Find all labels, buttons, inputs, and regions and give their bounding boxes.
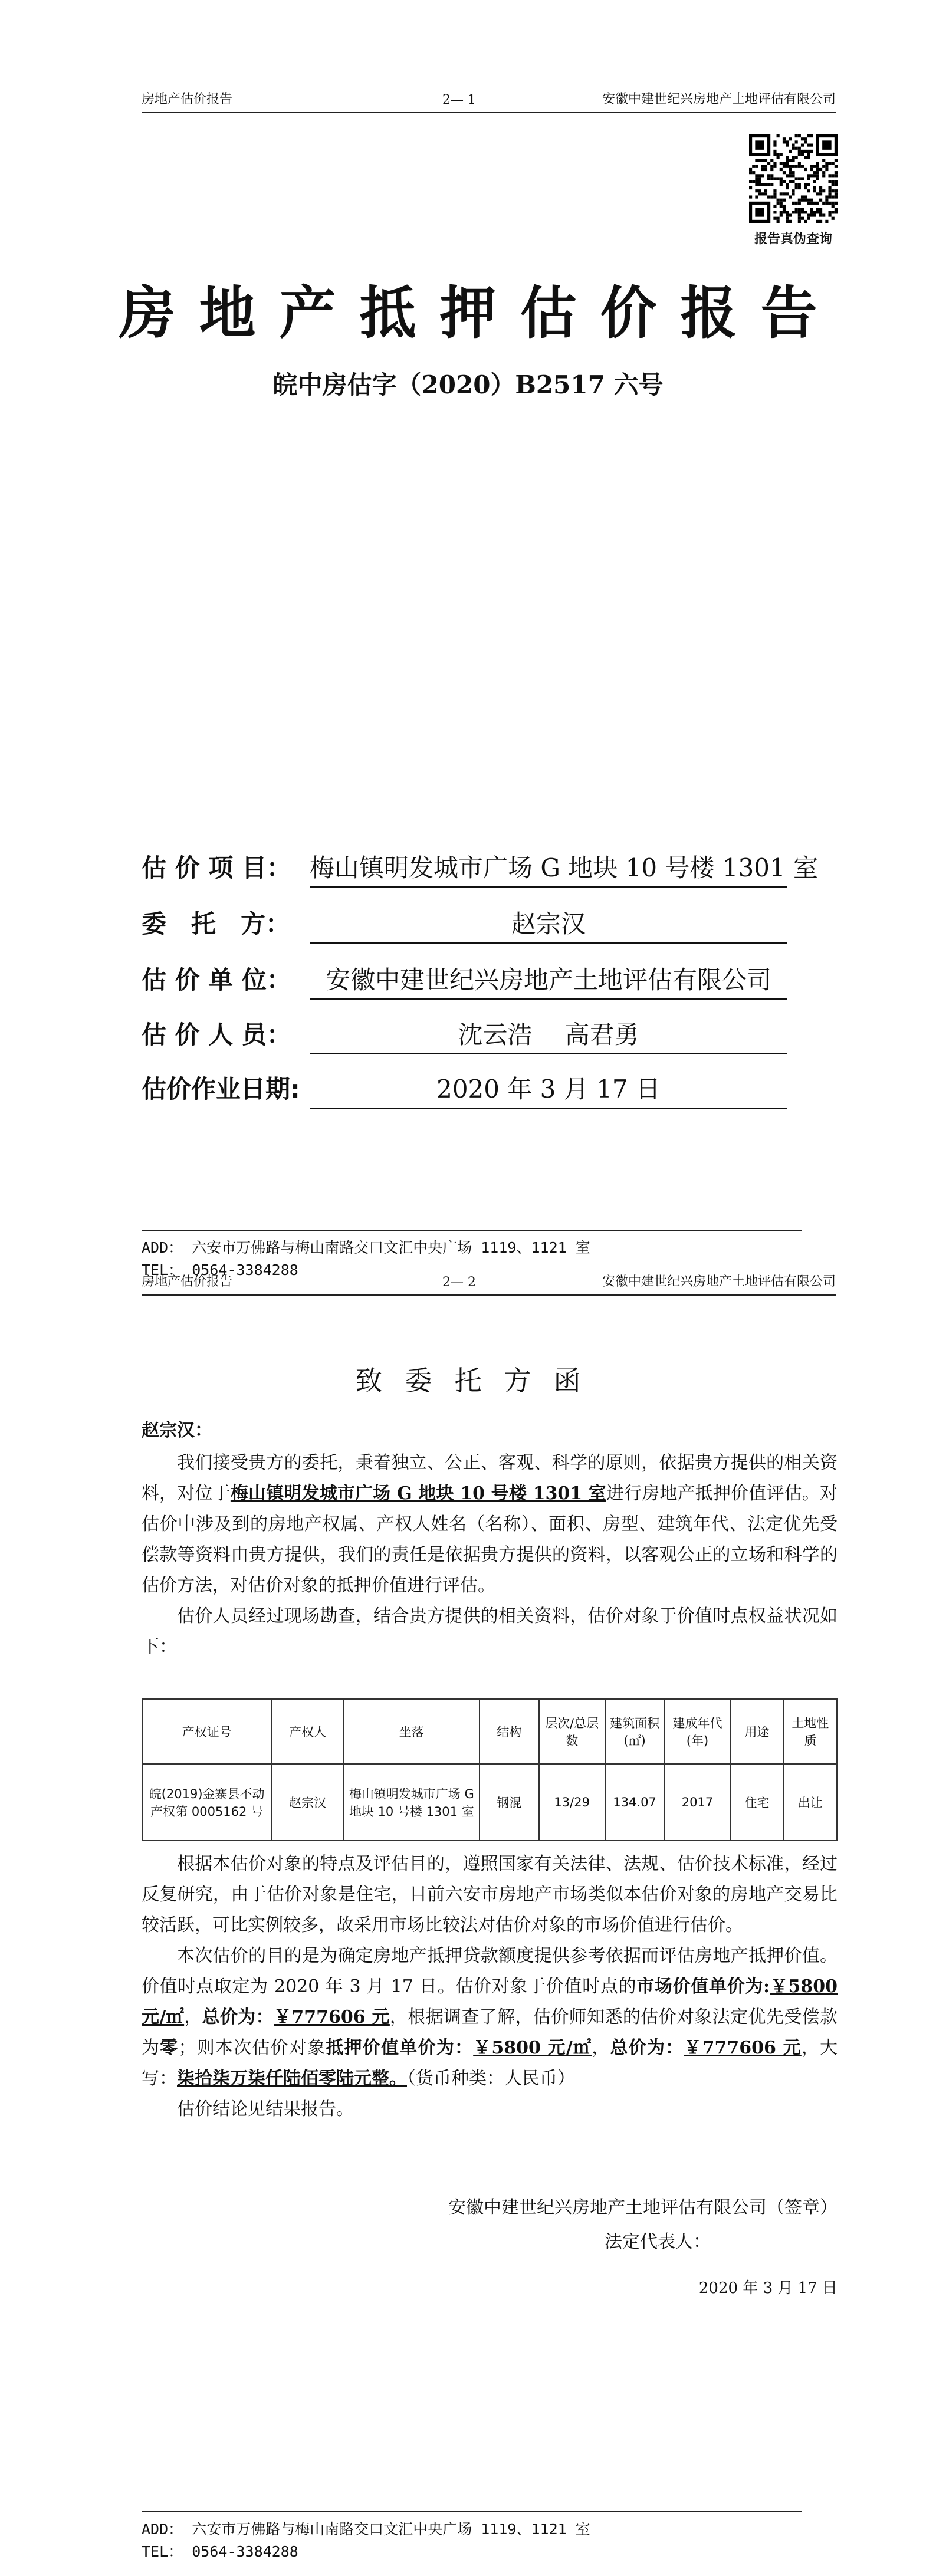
property-rights-table bbox=[142, 1698, 838, 1841]
p4-label-mortgage-total: 总价为： bbox=[610, 2038, 684, 2058]
currency-note: （货币种类：人民币） bbox=[407, 2068, 575, 2089]
cell-cert-no: 皖(2019)金寨县不动产权第 0005162 号 bbox=[142, 1764, 271, 1841]
signature-block bbox=[142, 2191, 838, 2305]
header-page-number: 2— 2 bbox=[442, 1275, 476, 1290]
header-doc-type: 房地产估价报告 bbox=[142, 92, 233, 107]
sign-representative: 法定代表人： bbox=[605, 2232, 711, 2252]
p4-label-market-unit: 市场价值单价为: bbox=[636, 1976, 770, 1997]
cell-land-type: 出让 bbox=[784, 1764, 837, 1841]
p4-text-e: ；则本次估价对象 bbox=[178, 2038, 326, 2058]
cell-location: 梅山镇明发城市广场 G 地块 10 号楼 1301 室 bbox=[344, 1764, 480, 1841]
p1-text-b: 进行房地产抵押价值评估。对估价中涉及到的房地产权属、产权人姓名（名称）、面积、房型、建筑年代、法定优先受偿款等资料由贵方提供，我们的责任是依据贵方提供的资料，以客观公正的立场和科学的估价方法，对估价对象的抵押价值进行评估。 bbox=[142, 1483, 838, 1596]
qr-caption: 报告真伪查询 bbox=[754, 232, 832, 247]
property-address: 梅山镇明发城市广场 G 地块 10 号楼 1301 室 bbox=[230, 1483, 606, 1504]
p4-text-a: 本次估价的目的是为确定房地产抵押贷款额度提供参考依据而评估房地产抵押价值。价值时点取定为 2020 年 3 月 17 日。估价对象于价值时点的 bbox=[142, 1946, 838, 1997]
cell-owner: 赵宗汉 bbox=[271, 1764, 344, 1841]
paragraph-5: 估价结论见结果报告。 bbox=[177, 2099, 354, 2120]
qr-code-icon[interactable] bbox=[749, 134, 838, 223]
paragraph-3: 根据本估价对象的特点及评估目的，遵照国家有关法律、法规、估价技术标准，经过反复研究，由于估价对象是住宅，目前六安市房地产市场类似本估价对象的房地产交易比较活跃，可比实例较多，故采用市场比较法对估价对象的市场价值进行估价。 bbox=[142, 1854, 838, 1936]
cell-year: 2017 bbox=[665, 1764, 731, 1841]
info-row-project bbox=[142, 852, 818, 888]
letter-body-2 bbox=[142, 1849, 838, 2125]
cell-usage: 住宅 bbox=[730, 1764, 783, 1841]
priority-claim-value: 零 bbox=[160, 2038, 179, 2058]
page-header bbox=[142, 1271, 836, 1296]
col-location: 坐落 bbox=[344, 1699, 480, 1764]
cell-area: 134.07 bbox=[605, 1764, 665, 1841]
mortgage-total-price: ￥777606 元 bbox=[684, 2038, 802, 2058]
p4-text-g: ，大写： bbox=[142, 2038, 838, 2089]
letter-salutation bbox=[142, 1415, 838, 1446]
footer-address: ADD： 六安市万佛路与梅山南路交口文汇中央广场 1119、1121 室 bbox=[142, 2521, 590, 2538]
col-land-type: 土地性质 bbox=[784, 1699, 837, 1764]
paragraph-4 bbox=[142, 1941, 838, 2094]
info-value: 梅山镇明发城市广场 G 地块 10 号楼 1301 室 bbox=[310, 849, 787, 888]
info-label: 估 价 单 位： bbox=[142, 965, 291, 994]
footer-tel: TEL： 0564-3384288 bbox=[142, 1261, 298, 1279]
info-value: 2020 年 3 月 17 日 bbox=[310, 1070, 787, 1109]
market-unit-price: ￥5800 元/㎡ bbox=[142, 1976, 838, 2028]
p4-sep: ， bbox=[592, 2038, 610, 2058]
cover-page bbox=[0, 0, 936, 1286]
info-label: 委 托 方： bbox=[142, 909, 291, 938]
sign-company: 安徽中建世纪兴房地产土地评估有限公司（签章） bbox=[448, 2197, 838, 2218]
report-number: 皖中房估字（2020）B2517 六号 bbox=[272, 370, 664, 399]
col-cert-no: 产权证号 bbox=[142, 1699, 271, 1764]
p1-text-a: 我们接受贵方的委托，秉着独立、公正、客观、科学的原则，依据贵方提供的相关资料，对位于 bbox=[142, 1453, 838, 1504]
cell-structure: 钢混 bbox=[480, 1764, 539, 1841]
footer-tel: TEL： 0564-3384288 bbox=[142, 2543, 298, 2560]
salutation-text: 赵宗汉： bbox=[142, 1420, 212, 1441]
info-label: 估 价 项 目： bbox=[142, 853, 291, 882]
info-value: 沈云浩 高君勇 bbox=[310, 1016, 787, 1054]
col-floor: 层次/总层数 bbox=[539, 1699, 605, 1764]
info-value: 安徽中建世纪兴房地产土地评估有限公司 bbox=[310, 961, 787, 1000]
col-owner: 产权人 bbox=[271, 1699, 344, 1764]
paragraph-2: 估价人员经过现场勘查，结合贵方提供的相关资料，估价对象于价值时点权益状况如下： bbox=[142, 1606, 838, 1657]
report-title: 房地产抵押估价报告 bbox=[119, 280, 841, 346]
table-row bbox=[142, 1764, 837, 1841]
table-header-row bbox=[142, 1699, 837, 1764]
info-row-date bbox=[142, 1073, 814, 1109]
p4-sep: ， bbox=[184, 2007, 202, 2028]
letter-body-1 bbox=[142, 1448, 838, 1662]
page-header bbox=[142, 88, 836, 113]
col-area: 建筑面积(㎡) bbox=[605, 1699, 665, 1764]
header-company: 安徽中建世纪兴房地产土地评估有限公司 bbox=[602, 92, 836, 107]
info-row-appraiser-org bbox=[142, 964, 814, 1000]
info-label: 估 价 人 员： bbox=[142, 1020, 291, 1049]
letter-title: 致委托方函 bbox=[355, 1365, 603, 1397]
header-page-number: 2— 1 bbox=[442, 93, 476, 107]
info-row-appraisers bbox=[142, 1019, 814, 1054]
header-company: 安徽中建世纪兴房地产土地评估有限公司 bbox=[602, 1274, 836, 1289]
info-label: 估价作业日期: bbox=[142, 1075, 300, 1103]
mortgage-unit-price: ￥5800 元/㎡ bbox=[473, 2038, 592, 2058]
col-usage: 用途 bbox=[730, 1699, 783, 1764]
page-footer bbox=[142, 2511, 802, 2563]
footer-address: ADD： 六安市万佛路与梅山南路交口文汇中央广场 1119、1121 室 bbox=[142, 1239, 590, 1256]
p4-text-d: ，根据调查了解，估价师知悉的估价对象法定优先受偿款为 bbox=[142, 2007, 838, 2058]
cell-floor: 13/29 bbox=[539, 1764, 605, 1841]
total-in-words: 柒拾柒万柒仟陆佰零陆元整。 bbox=[177, 2068, 407, 2089]
paragraph-1 bbox=[142, 1448, 838, 1601]
sign-date: 2020 年 3 月 17 日 bbox=[698, 2279, 838, 2297]
header-doc-type: 房地产估价报告 bbox=[142, 1274, 233, 1289]
col-year: 建成年代(年) bbox=[665, 1699, 731, 1764]
col-structure: 结构 bbox=[480, 1699, 539, 1764]
p4-label-total: 总价为： bbox=[202, 2007, 274, 2028]
p4-label-mortgage-unit: 抵押价值单价为： bbox=[326, 2038, 474, 2058]
info-value: 赵宗汉 bbox=[310, 905, 787, 944]
info-row-client bbox=[142, 908, 814, 944]
market-total-price: ￥777606 元 bbox=[274, 2007, 390, 2028]
